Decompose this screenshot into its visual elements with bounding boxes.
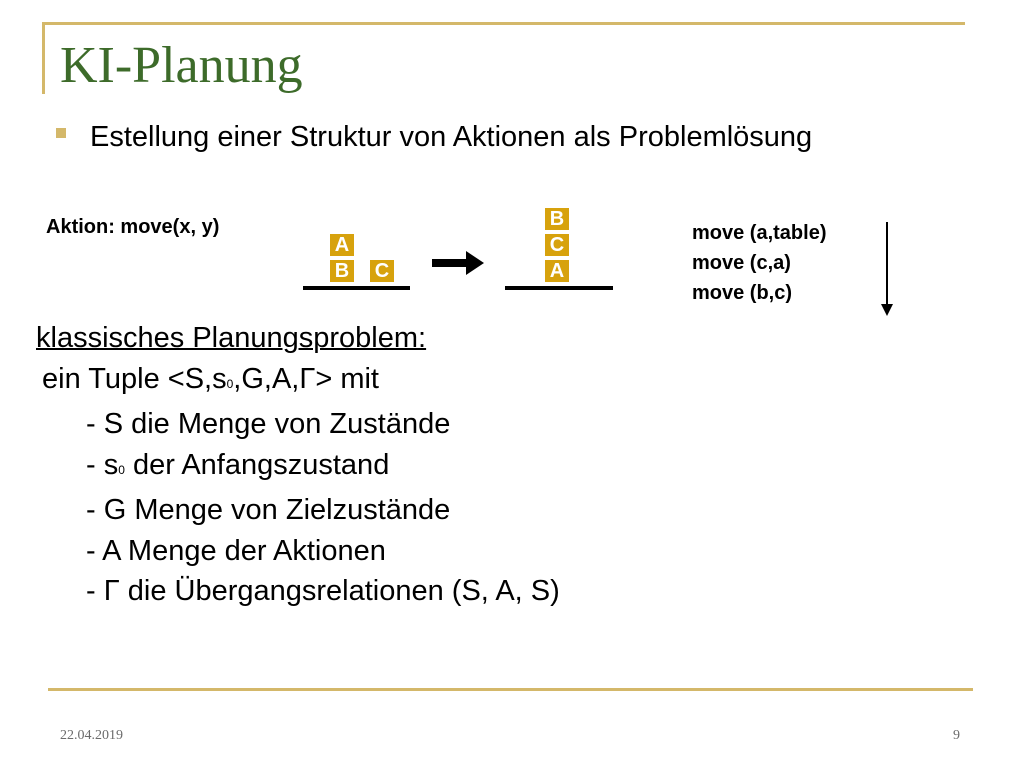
item-s0-prefix: - s [86, 448, 119, 481]
goal-table-line [505, 286, 613, 290]
move-item-3: move (b,c) [692, 282, 793, 304]
transition-arrow-icon [466, 251, 484, 275]
bullet-square-icon [56, 128, 66, 138]
move-item-2: move (c,a) [692, 252, 791, 274]
footer-page-number: 9 [953, 728, 960, 743]
item-states: - S die Menge von Zustände [86, 408, 451, 440]
tuple-close: ,G,A,Γ> mit [233, 362, 379, 395]
initial-block-c: C [369, 259, 395, 283]
sequence-arrow-down-icon [881, 304, 893, 316]
item-goal-states: - G Menge von Zielzustände [86, 494, 451, 526]
item-transitions: - Γ die Übergangsrelationen (S, A, S) [86, 575, 560, 607]
sequence-arrow-line [886, 222, 888, 306]
move-list [692, 218, 826, 308]
tuple-subscript: 0 [226, 376, 234, 391]
tuple-open: <S,s [167, 362, 227, 395]
goal-block-c: C [544, 233, 570, 257]
goal-block-a: A [544, 259, 570, 283]
bullet-text: Estellung einer Struktur von Aktionen als Problemlösung [90, 121, 813, 153]
definition-block [36, 318, 560, 612]
frame-left-rule [42, 22, 45, 94]
frame-bottom-rule [48, 688, 973, 691]
transition-arrow-shaft [432, 259, 470, 267]
item-s0-rest: der Anfangszustand [124, 448, 390, 481]
initial-block-a: A [329, 233, 355, 257]
aktion-label: Aktion: move(x, y) [46, 216, 220, 238]
frame-top-rule [42, 22, 965, 25]
tuple-prefix: ein Tuple [42, 362, 168, 395]
tuple-line [36, 359, 560, 405]
slide-title: KI-Planung [60, 37, 303, 94]
goal-block-b: B [544, 207, 570, 231]
item-s0-subscript: 0 [118, 462, 125, 477]
definition-heading: klassisches Planungsproblem: [36, 322, 427, 354]
move-item-1: move (a,table) [692, 222, 827, 244]
item-initial-state [36, 445, 560, 491]
initial-block-b: B [329, 259, 355, 283]
item-actions: - A Menge der Aktionen [86, 534, 386, 567]
initial-table-line [303, 286, 410, 290]
footer-date: 22.04.2019 [60, 728, 123, 743]
